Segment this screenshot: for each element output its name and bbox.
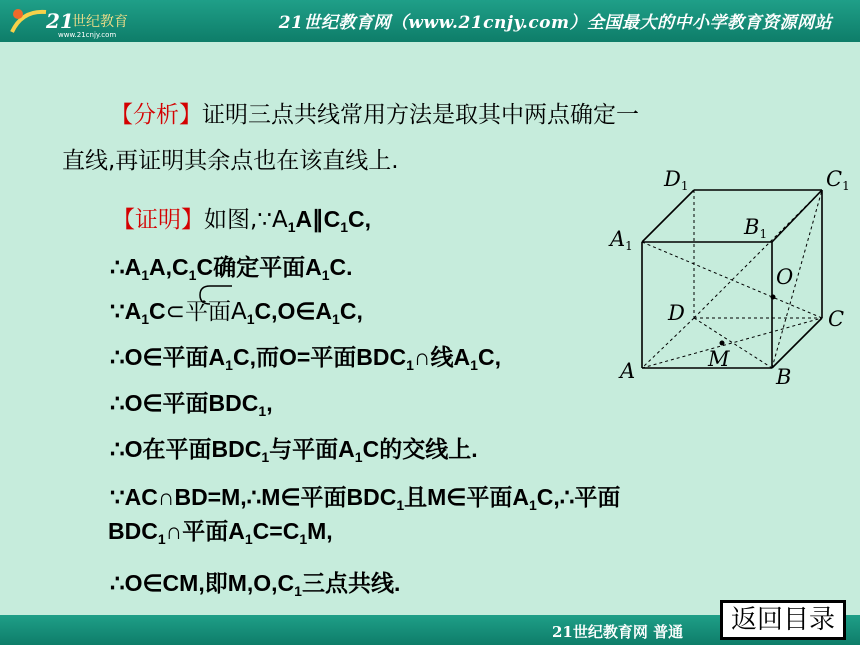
label-a1: A1 bbox=[610, 227, 633, 253]
analysis-line-2 bbox=[62, 146, 399, 176]
analysis-tag: 【分析】 bbox=[110, 102, 202, 128]
point-m bbox=[720, 341, 725, 346]
proof-line-9: ∴O∈CM,即$M,O,C_1$三点共线. bbox=[110, 570, 401, 599]
analysis-text-1: 证明三点共线常用方法是取其中两点确定一 bbox=[202, 102, 639, 128]
label-d: D bbox=[668, 301, 685, 325]
svg-text:世纪教育: 世纪教育 bbox=[72, 14, 128, 30]
proof-line-3: $\because A_1C\subset$平面$A_1C,O\in A_1C$, bbox=[110, 298, 363, 327]
label-b1: B1 bbox=[744, 215, 768, 241]
proof-line-4: ∴O∈平面$A_1C$,而O=平面$BDC_1\cap$线$A_1C$, bbox=[110, 344, 501, 373]
proof-line-1: 【证明】如图$,\because A_1A\parallel C_1C$, bbox=[112, 206, 372, 235]
label-m: M bbox=[708, 347, 730, 371]
proof-line-2: $\therefore A_1A,C_1C$确定平面$A_1C$. bbox=[110, 254, 353, 283]
svg-text:21: 21 bbox=[46, 9, 74, 33]
label-c: C bbox=[828, 307, 845, 331]
label-d1: D1 bbox=[664, 167, 689, 193]
analysis-line-1 bbox=[110, 100, 639, 130]
svg-text:www.21cnjy.com: www.21cnjy.com bbox=[58, 31, 117, 39]
proof-line-5: ∴O∈平面$BDC_1$, bbox=[110, 390, 273, 419]
footer-text: 21世纪教育网 普通 bbox=[552, 623, 684, 641]
subset-symbol-mark bbox=[196, 282, 236, 308]
label-b: B bbox=[776, 365, 792, 389]
analysis-text-2: 直线,再证明其余点也在该直线上. bbox=[62, 148, 399, 174]
site-title: 21世纪教育网（www.21cnjy.com）全国最大的中小学教育资源网站 bbox=[278, 13, 832, 33]
label-c1: C1 bbox=[826, 167, 850, 193]
back-to-contents-button[interactable]: 返回目录 bbox=[720, 600, 846, 640]
cube-edges bbox=[642, 190, 822, 368]
point-o bbox=[771, 295, 776, 300]
cube-diagram bbox=[604, 160, 860, 390]
proof-line-6: ∴O在平面$BDC_1$与平面$A_1C$的交线上. bbox=[110, 436, 478, 465]
proof-line-8: $BDC_1\cap$平面$A_1C=C_1M$, bbox=[108, 518, 333, 547]
site-logo bbox=[6, 2, 156, 40]
label-o: O bbox=[776, 265, 794, 289]
proof-line-7: ∵AC∩BD=M,∴M∈平面$BDC_1$且M∈平面$A_1C,\therefore$平面 bbox=[110, 484, 621, 513]
label-a: A bbox=[620, 359, 636, 383]
proof-tag: 【证明】 bbox=[112, 207, 204, 233]
hidden-edges bbox=[642, 190, 822, 368]
top-banner bbox=[0, 0, 860, 42]
